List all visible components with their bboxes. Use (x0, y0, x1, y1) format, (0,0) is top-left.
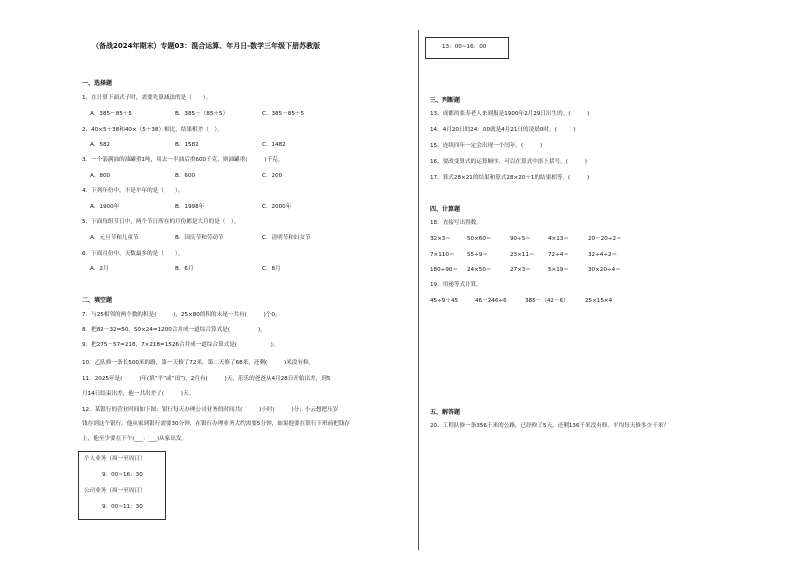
question-4: 4．下列年份中，不是平年的是（ ）。 (82, 188, 184, 194)
question-6: 6．下面月份中，天数最多的是（ ）。 (82, 251, 184, 257)
calc-item: 30×20÷4＝ (588, 267, 621, 273)
stepwise-item: 45÷9＋45 (430, 298, 459, 304)
q2-option-a: A．582 (90, 142, 111, 148)
question-7: 7．与25相邻的两个数的积是( )，25×80的积的末尾一共有( )个0。 (82, 312, 281, 318)
q1-option-a: A．385－85＋5 (90, 111, 132, 117)
question-19: 19．用递等式计算。 (430, 282, 482, 288)
calc-item: 5×19＝ (548, 267, 569, 273)
section-calc-heading: 四、计算题 (430, 206, 461, 213)
section-judge-heading: 三、判断题 (430, 97, 461, 104)
calc-item: 7×110＝ (430, 252, 455, 258)
calc-item: 180÷90＝ (430, 267, 459, 273)
question-3: 3．一个装满油的油罐重1吨，用去一半油后重600千克，则油罐重( )千克。 (82, 157, 284, 163)
q6-option-b: B．6月 (175, 266, 194, 272)
question-9: 9．把275－57=218，7×218=1526合并成一道综合算式是( )。 (82, 342, 279, 348)
question-12-line2: 钱存到这个银行，他从家到银行需要30分钟，在银行办理业务大约需要5分钟，如果他要在银行下班前把钱存 (82, 421, 350, 427)
question-18: 18．直接写出得数。 (430, 220, 482, 226)
calc-item: 24×50＝ (467, 267, 492, 273)
q4-option-a: A．1900年 (90, 204, 120, 210)
question-11-line1: 11．2025年是( )年(填“平”或“闰”)，2月有( )天，乐乐的爸爸从4月28日开始出差，到5 (82, 376, 331, 382)
question-1: 1．在计算下面式子时，需要先算减法的是（ ）。 (82, 95, 212, 101)
company-hours-title: 公司业务（周一至周日） (84, 488, 146, 494)
question-5: 5．下面每组节日中，两个节日所在的月份都是大月的是（ ）。 (82, 219, 240, 225)
time-box-text: 13：00~16：00 (442, 44, 487, 50)
question-2: 2．40×5＋38和40×（5＋38）相比，结果相差（ ）。 (82, 127, 223, 133)
calc-item: 32÷4÷2＝ (588, 252, 618, 258)
calc-item: 72÷4＝ (548, 252, 569, 258)
q5-option-b: B．国庆节和劳动节 (175, 235, 224, 241)
q1-option-b: B．385－（85＋5） (175, 111, 229, 117)
calc-item: 50×60＝ (467, 236, 492, 242)
question-11-line2: 月14日结束出差，他一共出差了( )天。 (82, 391, 195, 397)
question-16: 16．要改变算式的运算顺序，可以在算式中添上括号。( ) (430, 159, 587, 165)
calc-item: 32×3＝ (430, 236, 451, 242)
section-choice-heading: 一、选择题 (82, 80, 113, 87)
q5-option-c: C．清明节和妇女节 (262, 235, 311, 241)
calc-item: 23×11＝ (510, 252, 535, 258)
calc-item: 55÷9＝ (467, 252, 488, 258)
question-14: 14．4月20日的24：00就是4月21日的凌晨0时。( ) (430, 127, 576, 133)
q6-option-a: A．2月 (90, 266, 109, 272)
personal-hours-time: 9：00~16：30 (102, 472, 143, 478)
question-10: 10．乙队修一条长500米的路，第一天修了72米，第二天修了68米，还剩( )米没有修。 (82, 360, 315, 366)
q3-option-c: C．200 (262, 173, 283, 179)
page-title: （备战2024年期末）专题03：混合运算、年月日-数学三年级下册苏教版 (92, 42, 321, 50)
section-fill-heading: 二、填空题 (82, 297, 113, 304)
q2-option-c: C．1482 (262, 142, 286, 148)
personal-hours-title: 个人业务（周一至周日） (84, 456, 146, 462)
question-12-line3: 上，他至少要在下午(___：___)从家出发。 (82, 436, 188, 442)
calc-item: 20－20÷2＝ (588, 236, 622, 242)
question-8: 8．把82－32=50，50×24=1200合并成一道综合算式是( )。 (82, 327, 266, 333)
stepwise-item: 25×15×4 (585, 298, 613, 304)
company-hours-time: 9：00~11：30 (102, 504, 143, 510)
q4-option-c: C．2000年 (262, 204, 292, 210)
question-12-line1: 12．某银行的营业时间如下图：银行每天办理公司业务的时间共( )小时( )分；小云想把压岁 (82, 407, 339, 413)
q6-option-c: C．8月 (262, 266, 281, 272)
stepwise-item: 46－246÷6 (475, 298, 507, 304)
stepwise-item: 385－（42－6） (525, 298, 569, 304)
q3-option-b: B．600 (175, 173, 196, 179)
q5-option-a: A．元旦节和儿童节 (90, 235, 139, 241)
question-13: 13．成都的张寿老人来到报是1900年2月29日出生的。( ) (430, 111, 590, 117)
question-17: 17．算式28×21的结果和算式28×20＋1的结果相等。( ) (430, 175, 590, 181)
q4-option-b: B．1998年 (175, 204, 205, 210)
question-15: 15．连续四年一定会出现一个闰年。( ) (430, 143, 543, 149)
calc-item: 4×13＝ (548, 236, 569, 242)
q1-option-c: C．385－85＋5 (262, 111, 305, 117)
calc-item: 27×3＝ (510, 267, 531, 273)
calc-item: 90÷5＝ (510, 236, 531, 242)
question-20: 20．工程队修一条356千米的公路，已经修了5天，还剩136千米没有修。平均每天修多少千米？ (430, 423, 670, 429)
q2-option-b: B．1582 (175, 142, 199, 148)
section-answer-heading: 五、解答题 (430, 409, 461, 416)
column-divider (418, 30, 419, 550)
q3-option-a: A．800 (90, 173, 111, 179)
